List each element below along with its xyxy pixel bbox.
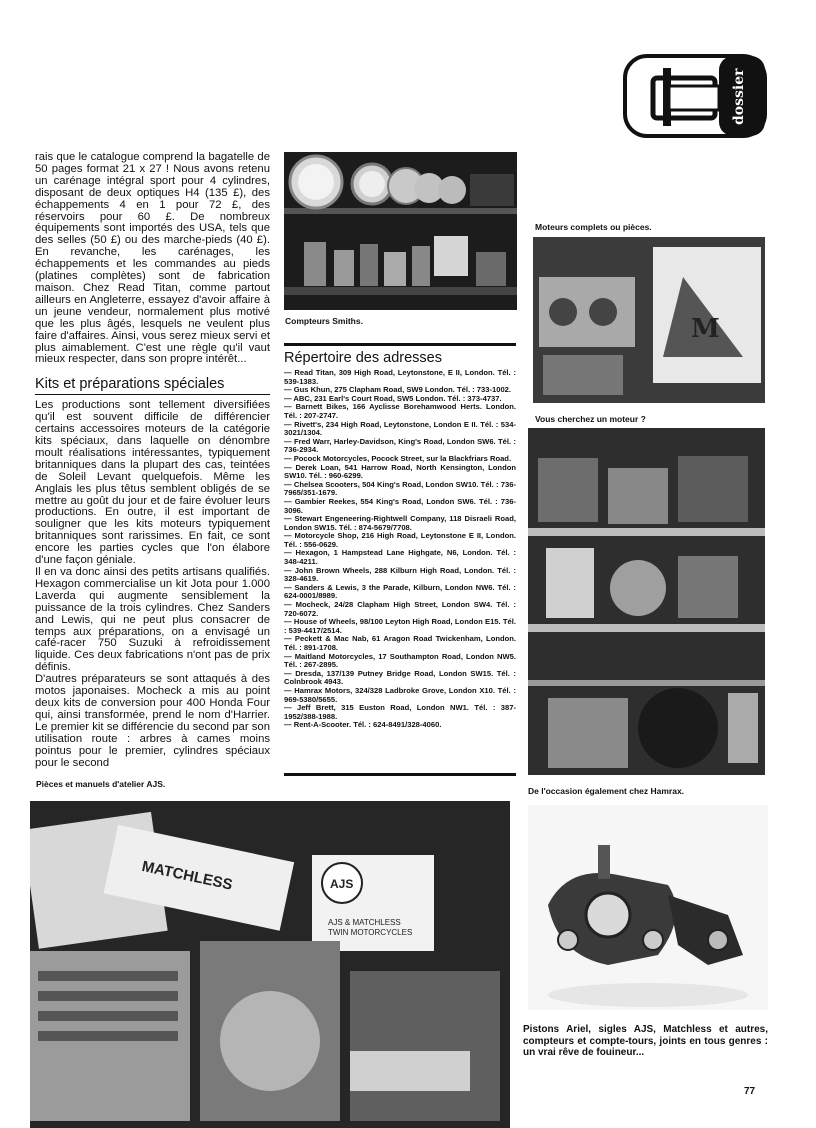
- directory-list: [284, 369, 516, 730]
- directory-top-rule: [284, 343, 516, 346]
- manual-title-line1: AJS & MATCHLESS: [328, 918, 401, 927]
- directory-bottom-rule: [284, 773, 516, 776]
- dossier-logo: [623, 54, 767, 138]
- photo-pistons: [528, 805, 768, 1010]
- directory-entry: — Derek Loan, 541 Harrow Road, North Kensington, London SW10. Tél. : 960-6299.: [284, 462, 516, 481]
- directory-entry: — Read Titan, 309 High Road, Leytonstone, E II, London. Tél. : 539-1383.: [284, 368, 516, 386]
- paragraph-intro: rais que le catalogue comprend la bagatelle de 50 pages format 21 x 27 ! Nous avons retenu un carénage intégral sport pour 4 cylindres, disposant de deux optiques H4 (135 £), des échappements 4 en 1 pour 72 £, des réservoirs pour 60 £. De nombreux équipements sont importés des USA, tels que des selles (50 £) ou des marche-pieds (40 £). En revanche, les carénages, les échappements et les commandes au pieds (platines complètes) sont de fabrication maison. Chez Read Titan, comme partout ailleurs en Angleterre, essayez d'avoir affaire à un jeune vendeur, normalement plus motivé que les plus âgés, lesquels ne veulent plus faire d'affaires. Ainsi, vous serez mieux servi et plus aimablement. C'est une règle qu'il vaut mieux respecter, dans son propre intérêt...: [35, 151, 270, 366]
- paragraph-kits: Les productions sont tellement diversifiées qu'il est souvent difficile de différencier certains accessoires moteurs de la catégorie kits spéciaux, dans laquelle on dénombre moult réalisations intéressantes, typiquement britanniques dans la plupart des cas, teintées de Soleil Levant quelquefois. Même les Anglais les plus têtus semblent obligés de se mettre au goût du jour et de faire évoluer leurs productions. En outre, il est important de souligner que les kits moteurs typiquement britanniques sont rarissimes. En fait, ce sont encore les parties cycles que l'on élabore d'une façon géniale.: [35, 399, 270, 567]
- directory-entry: — Gambier Reekes, 554 King's Road, London SW6. Tél. : 736-3096.: [284, 496, 516, 515]
- directory-entry: — Rivett's, 234 High Road, Leytonstone, London E II. Tél. : 534-3021/1304.: [284, 419, 516, 438]
- directory-entry: — Hexagon, 1 Hampstead Lane Highgate, N6, London. Tél. : 348-4211.: [284, 548, 516, 567]
- directory-title: Répertoire des adresses: [284, 350, 442, 366]
- directory-entry: — Dresda, 137/139 Putney Bridge Road, London SW15. Tél. : Colnbrook 4943.: [284, 668, 516, 687]
- matchless-text: MATCHLESS: [140, 857, 235, 894]
- photo-engines-shelves: [528, 428, 765, 775]
- caption-moteurs: Moteurs complets ou pièces.: [535, 222, 652, 232]
- directory-entry: — Peckett & Mac Nab, 61 Aragon Road Twickenham, London. Tél. : 891-1708.: [284, 634, 516, 652]
- directory-entry: — Stewart Engeneering-Rightwell Company, 118 Disraeli Road, London SW15. Tél. : 874-5679/7708.: [284, 514, 516, 532]
- directory-entry: — Fred Warr, Harley-Davidson, King's Road, London SW6. Tél. : 736-2934.: [284, 436, 516, 455]
- article-column: [35, 152, 270, 769]
- paragraph-artisans: Il en va donc ainsi des petits artisans qualifiés. Hexagon commercialise un kit Jota pour 1.000 Laverda qui augmente sensiblement la puissance de la trois cylindres. Chez Sanders and Lewis, qui ne peut plus consacrer de temps aux préparations, on a envisagé un café-racer 750 Suzuki à refroidissement liquide. Ces deux fabrications n'ont pas de prix définis.: [35, 566, 270, 674]
- svg-text:M: M: [691, 314, 720, 344]
- caption-cherchez: Vous cherchez un moteur ?: [535, 414, 646, 424]
- manual-title-line2: TWIN MOTORCYCLES: [328, 928, 413, 937]
- directory-entry: — Jeff Brett, 315 Euston Road, London NW1. Tél. : 387-1952/388-1988.: [284, 703, 516, 721]
- directory-entry: — Mocheck, 24/28 Clapham High Street, London SW4. Tél. : 720-6072.: [284, 600, 516, 618]
- directory-entry: — John Brown Wheels, 288 Kilburn High Road, London. Tél. : 328-4619.: [284, 565, 516, 584]
- directory-entry: — House of Wheels, 98/100 Leyton High Road, London E15. Tél. : 539-4417/2514.: [284, 617, 516, 635]
- dossier-label: dossier: [731, 68, 747, 126]
- caption-occasion: De l'occasion également chez Hamrax.: [528, 786, 685, 796]
- directory-entry: — Barnett Bikes, 166 Ayclisse Borehamwood Herts. London. Tél. : 207-2747.: [284, 402, 516, 420]
- ajs-logo-text: AJS: [330, 877, 354, 891]
- directory-entry: — Motorcycle Shop, 216 High Road, Leytonstone E II, London. Tél. : 556-0629.: [284, 531, 516, 549]
- photo-moteurs-pieces: [533, 237, 765, 403]
- paragraph-preparateurs: D'autres préparateurs se sont attaqués à des motos japonaises. Mocheck a mis au point deux kits de conversion pour 400 Honda Four qui, ainsi transformée, prend le nom d'Harrier. Le premier kit se différencie du second par son utilisation route : arbres à cames moins pointus pour le premier, cylindres spéciaux pour le second: [35, 673, 270, 769]
- page-number: 77: [744, 1086, 756, 1097]
- photo-ajs-manuals: [30, 801, 510, 1128]
- caption-ajs: Pièces et manuels d'atelier AJS.: [36, 779, 166, 789]
- directory-entry: — Gus Khun, 275 Clapham Road, SW9 London. Tél. : 733-1002.: [284, 385, 512, 395]
- directory-entry: — Pocock Motorcycles, Pocock Street, sur la Blackfriars Road.: [284, 453, 512, 463]
- photo-compteurs-smiths: [284, 152, 517, 310]
- directory-entry: — Maitland Motorcycles, 17 Southampton Road, London NW5. Tél. : 267-2895.: [284, 651, 516, 670]
- directory-entry: — Hamrax Motors, 324/328 Ladbroke Grove, London X10. Tél. : 969-5380/5655.: [284, 685, 516, 704]
- directory-entry: — Rent-A-Scooter. Tél. : 624-8491/328-4060.: [284, 720, 442, 730]
- directory-entry: — ABC, 231 Earl's Court Road, SW5 London. Tél. : 373-4737.: [284, 393, 502, 403]
- caption-pistons: Pistons Ariel, sigles AJS, Matchless et autres, compteurs et compte-tours, joints en tous genres : un vrai rêve de fouineur...: [523, 1024, 768, 1058]
- directory-entry: — Sanders & Lewis, 3 the Parade, Kilburn, London NW6. Tél. : 624-0001/8989.: [284, 582, 516, 601]
- caption-compteurs: Compteurs Smiths.: [285, 316, 363, 326]
- directory-box: [284, 350, 516, 730]
- directory-entry: — Chelsea Scooters, 504 King's Road, London SW10. Tél. : 736-7965/351-1679.: [284, 479, 516, 498]
- section-heading: Kits et préparations spéciales: [35, 376, 270, 395]
